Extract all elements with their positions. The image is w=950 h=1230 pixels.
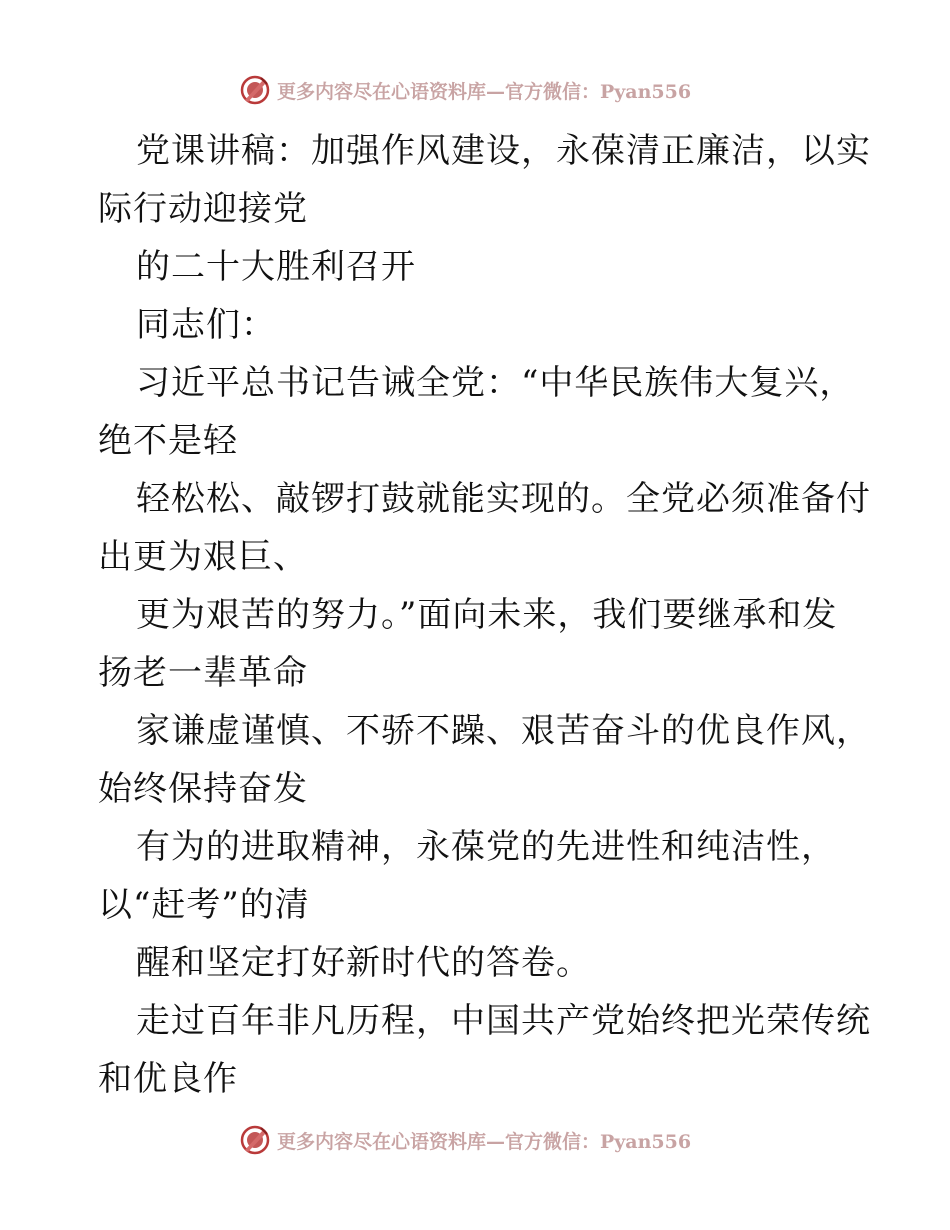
text-line: 党课讲稿：加强作风建设，永葆清正廉洁，以实 <box>136 131 871 171</box>
text-line: 同志们： <box>136 305 276 345</box>
text-line: 有为的进取精神，永葆党的先进性和纯洁性， <box>136 827 836 867</box>
text-line: 扬老一辈革命 <box>98 653 308 693</box>
text-line: 以“赶考”的清 <box>98 885 310 925</box>
text-line: 习近平总书记告诫全党：“中华民族伟大复兴， <box>136 363 855 403</box>
watermark-text: 更多内容尽在心语资料库—官方微信：Pyan556 <box>276 80 692 103</box>
watermark-group <box>239 1124 691 1156</box>
header-watermark <box>0 72 950 108</box>
text-line: 家谦虚谨慎、不骄不躁、艰苦奋斗的优良作风， <box>136 711 871 751</box>
text-line: 绝不是轻 <box>98 421 238 461</box>
watermark-group <box>239 74 691 106</box>
watermark-text: 更多内容尽在心语资料库—官方微信：Pyan556 <box>276 1130 692 1153</box>
text-line: 际行动迎接党 <box>98 189 308 229</box>
text-line: 始终保持奋发 <box>98 769 308 809</box>
text-line: 更为艰苦的努力。”面向未来，我们要继承和发 <box>136 595 838 635</box>
footer-watermark <box>0 1122 950 1158</box>
text-line: 的二十大胜利召开 <box>136 247 416 287</box>
text-line: 走过百年非凡历程，中国共产党始终把光荣传统 <box>136 1001 871 1041</box>
text-line: 出更为艰巨、 <box>98 537 308 577</box>
pen-seal-logo-icon <box>239 1124 271 1156</box>
text-line: 醒和坚定打好新时代的答卷。 <box>136 943 591 983</box>
pen-seal-logo-icon <box>239 74 271 106</box>
text-line: 和优良作 <box>98 1059 238 1099</box>
document-body <box>98 122 871 1108</box>
text-line: 轻松松、敲锣打鼓就能实现的。全党必须准备付 <box>136 479 871 519</box>
